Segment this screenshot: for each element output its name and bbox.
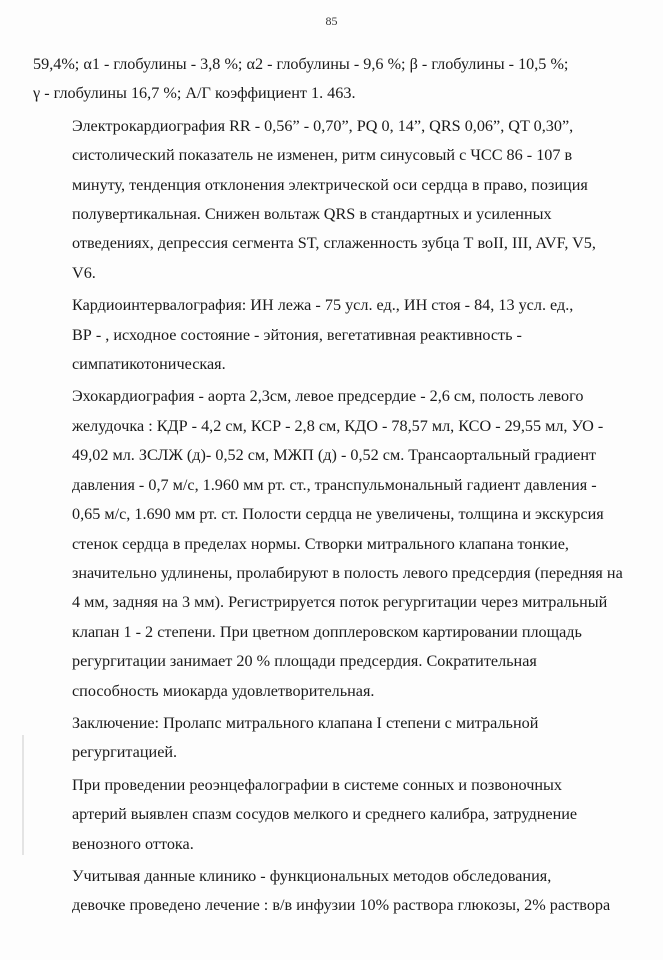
text-line: систолический показатель не изменен, ритм синусовый с ЧСС 86 - 107 в <box>72 146 573 165</box>
scan-margin-shadow <box>22 735 24 855</box>
text-line: стенок сердца в пределах нормы. Створки митрального клапана тонкие, <box>72 534 569 553</box>
text-line: Учитывая данные клинико - функциональных методов обследования, <box>72 866 552 885</box>
text-line: артерий выявлен спазм сосудов мелкого и среднего калибра, затруднение <box>72 805 578 824</box>
text-line: 59,4%; α1 - глобулины - 3,8 %; α2 - глобулины - 9,6 %; β - глобулины - 10,5 %; <box>33 55 569 73</box>
text-line: регургитации занимает 20 % площади предсердия. Сократительная <box>72 652 537 671</box>
text-line: отведениях, депрессия сегмента ST, сглаженность зубца Т воII, III, AVF, V5, <box>72 234 596 253</box>
text-line: Электрокардиография RR - 0,56” - 0,70”, PQ 0, 14”, QRS 0,06”, QT 0,30”, <box>72 116 574 135</box>
paragraph <box>33 862 631 921</box>
body-text <box>33 50 631 921</box>
text-line: значительно удлинены, пролабируют в полость левого предсердия (передняя на <box>72 563 623 582</box>
text-line: регургитацией. <box>72 743 178 762</box>
text-line: минуту, тенденция отклонения электрической оси сердца в право, позиция <box>72 175 588 194</box>
page-number: 85 <box>325 14 338 28</box>
text-line: способность миокарда удовлетворительная. <box>72 681 375 700</box>
text-line: Кардиоинтервалография: ИН лежа - 75 усл. ед., ИН стоя - 84, 13 усл. ед., <box>72 296 574 315</box>
text-line: Заключение: Пролапс митрального клапана I степени с митральной <box>72 713 539 732</box>
paragraph <box>33 771 631 859</box>
text-line: γ - глобулины 16,7 %; А/Г коэффициент 1. 463. <box>33 84 356 103</box>
paragraph <box>33 291 631 379</box>
text-line: 0,65 м/с, 1.690 мм рт. ст. Полости сердца не увеличены, толщина и экскурсия <box>72 505 604 524</box>
text-line: венозного оттока. <box>72 834 194 853</box>
paragraph <box>33 709 631 768</box>
text-line: ВР - , исходное состояние - эйтония, вегетативная реактивность - <box>72 325 522 344</box>
text-line: полувертикальная. Снижен вольтаж QRS в стандартных и усиленных <box>72 205 552 224</box>
text-line: 4 мм, задняя на 3 мм). Регистрируется поток регургитации через митральный <box>72 593 608 612</box>
text-line: симпатикотоническая. <box>72 355 226 374</box>
text-line: При проведении реоэнцефалографии в системе сонных и позвоночных <box>72 775 562 794</box>
text-line: желудочка : КДР - 4,2 см, КСР - 2,8 см, КДО - 78,57 мл, КСО - 29,55 мл, УО - <box>72 416 604 435</box>
text-line: давления - 0,7 м/с, 1.960 мм рт. ст., транспульмональный гадиент давления - <box>72 475 597 494</box>
text-line: клапан 1 - 2 степени. При цветном допплеровском картировании площадь <box>72 622 582 641</box>
paragraph <box>33 50 631 109</box>
text-line: Эхокардиография - аорта 2,3см, левое предсердие - 2,6 см, полость левого <box>72 387 584 406</box>
text-line: 49,02 мл. ЗСЛЖ (д)- 0,52 см, МЖП (д) - 0,52 см. Трансаортальный градиент <box>72 446 597 465</box>
text-line: V6. <box>72 263 96 282</box>
text-line: девочке проведено лечение : в/в инфузии 10% раствора глюкозы, 2% раствора <box>72 896 611 915</box>
paragraph <box>33 382 631 705</box>
paragraph <box>33 112 631 288</box>
